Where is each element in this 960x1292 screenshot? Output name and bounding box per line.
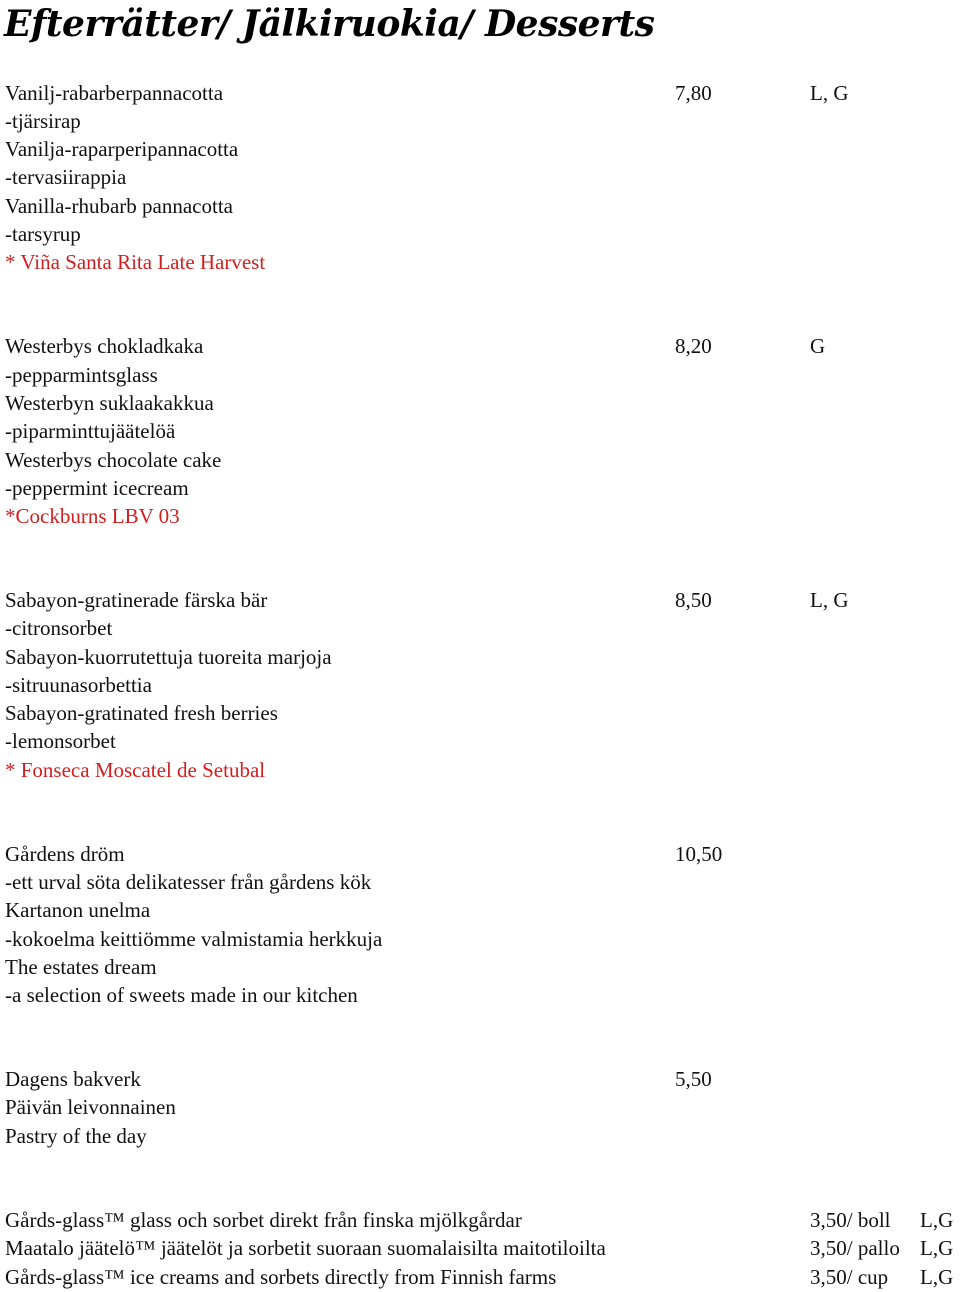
item-diet: G [810,334,826,358]
item-name: Dagens bakverk [5,1067,141,1091]
item-price: 10,50 [675,842,723,866]
item-price: 8,50 [675,588,712,612]
item-line: Vanilja-raparperipannacotta [5,137,239,161]
wine-pairing: * Fonseca Moscatel de Setubal [5,758,266,782]
item-line: Vanilla-rhubarb pannacotta [5,194,233,218]
item-line: -tjärsirap [5,109,81,133]
item-line: Sabayon-gratinated fresh berries [5,701,278,725]
item-line: -ett urval söta delikatesser från gårdens kök [5,870,372,894]
item-name: Gårdens dröm [5,842,125,866]
item-line: Päivän leivonnainen [5,1095,176,1119]
item-line: Kartanon unelma [5,898,151,922]
item-line: -lemonsorbet [5,729,116,753]
item-line: -tervasiirappia [5,165,127,189]
item-line: -a selection of sweets made in our kitchen [5,983,358,1007]
item-line: -piparminttujäätelöä [5,419,176,443]
item-diet: L, G [810,588,849,612]
item-name: Vanilj-rabarberpannacotta [5,81,224,105]
item-line: -sitruunasorbettia [5,673,152,697]
icecream-diet: L,G [920,1208,954,1232]
item-price: 5,50 [675,1067,712,1091]
item-line: -citronsorbet [5,616,113,640]
icecream-line: Maatalo jäätelö™ jäätelöt ja sorbetit suoraan suomalaisilta maitotiloilta [5,1236,606,1260]
item-price: 8,20 [675,334,712,358]
icecream-line: Gårds-glass™ glass och sorbet direkt från finska mjölkgårdar [5,1208,522,1232]
icecream-price: 3,50/ cup [810,1265,889,1289]
icecream-line: Gårds-glass™ ice creams and sorbets directly from Finnish farms [5,1265,557,1289]
wine-pairing: * Viña Santa Rita Late Harvest [5,250,266,274]
item-line: Pastry of the day [5,1124,147,1148]
item-name: Westerbys chokladkaka [5,334,204,358]
icecream-diet: L,G [920,1265,954,1289]
item-line: -kokoelma keittiömme valmistamia herkkuja [5,927,383,951]
menu-title: Efterrätter/ Jälkiruokia/ Desserts [4,3,655,45]
icecream-price: 3,50/ boll [810,1208,891,1232]
item-line: -tarsyrup [5,222,81,246]
icecream-price: 3,50/ pallo [810,1236,900,1260]
item-price: 7,80 [675,81,712,105]
icecream-diet: L,G [920,1236,954,1260]
item-line: Westerbyn suklaakakkua [5,391,214,415]
item-line: The estates dream [5,955,157,979]
item-line: -peppermint icecream [5,476,189,500]
item-name: Sabayon-gratinerade färska bär [5,588,268,612]
wine-pairing: *Cockburns LBV 03 [5,504,180,528]
item-diet: L, G [810,81,849,105]
item-line: Sabayon-kuorrutettuja tuoreita marjoja [5,645,332,669]
item-line: -pepparmintsglass [5,363,158,387]
item-line: Westerbys chocolate cake [5,448,222,472]
